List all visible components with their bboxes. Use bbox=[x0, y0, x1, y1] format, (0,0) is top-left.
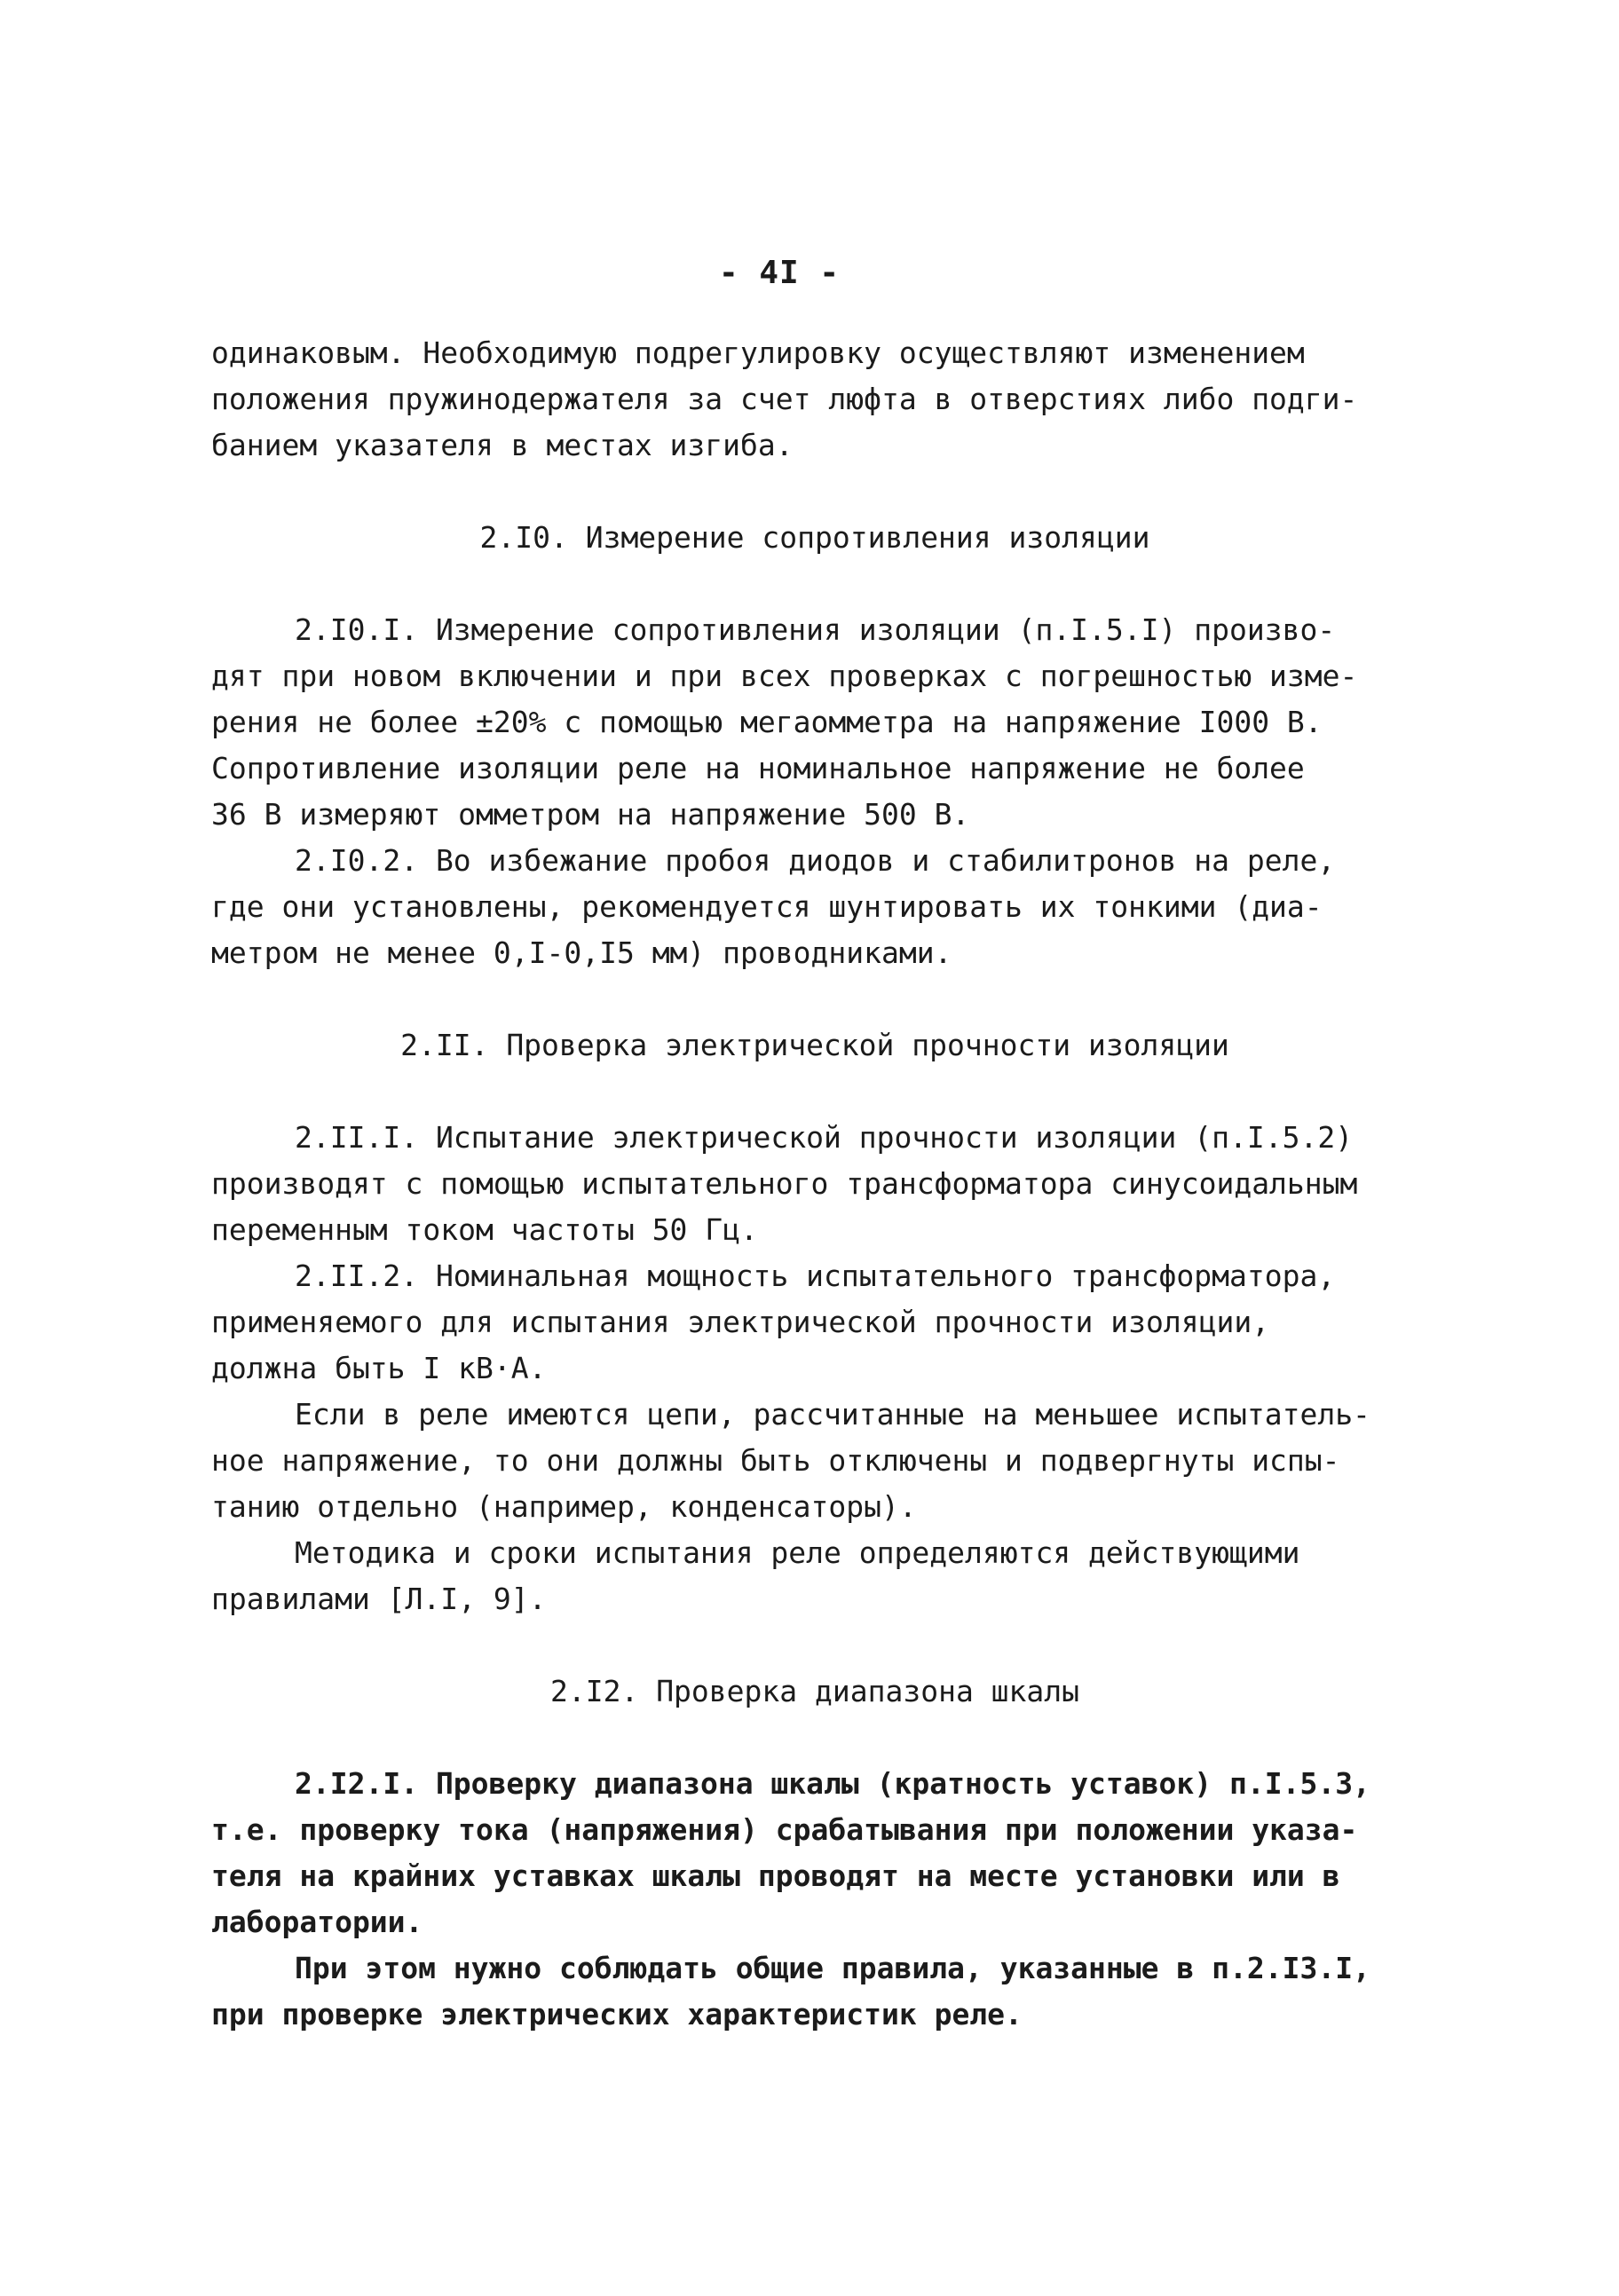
section-heading bbox=[211, 1669, 1418, 1715]
text-line: производят с помощью испытательного трансформатора синусоидальным bbox=[211, 1166, 1358, 1201]
paragraph bbox=[211, 1945, 1418, 2038]
page-number: - 4I - bbox=[718, 255, 841, 291]
paragraph bbox=[211, 1761, 1418, 1945]
text-line: ное напряжение, то они должны быть отключены и подвергнуты испы- bbox=[211, 1443, 1340, 1478]
text-line: 2.II.2. Номинальная мощность испытательного трансформатора, bbox=[295, 1258, 1336, 1293]
paragraph bbox=[211, 1253, 1418, 1392]
text-line: теля на крайних уставках шкалы проводят на месте установки или в bbox=[211, 1858, 1340, 1893]
text-line: лаборатории. bbox=[211, 1905, 423, 1939]
paragraph bbox=[211, 1530, 1418, 1622]
section-gap bbox=[211, 976, 1418, 1022]
section-gap bbox=[211, 1069, 1418, 1115]
text-line: где они установлены, рекомендуется шунтировать их тонкими (диа- bbox=[211, 889, 1323, 924]
text-line: Сопротивление изоляции реле на номинальное напряжение не более bbox=[211, 751, 1305, 785]
text-line: При этом нужно соблюдать общие правила, указанные в п.2.I3.I, bbox=[295, 1951, 1370, 1985]
paragraph bbox=[211, 607, 1418, 838]
paragraph bbox=[211, 1392, 1418, 1530]
text-line: 2.I2.I. Проверку диапазона шкалы (кратность уставок) п.I.5.3, bbox=[295, 1766, 1370, 1801]
paragraph bbox=[211, 1115, 1418, 1253]
text-line: 2.II.I. Испытание электрической прочности изоляции (п.I.5.2) bbox=[295, 1120, 1354, 1155]
heading-text: 2.I2. Проверка диапазона шкалы bbox=[549, 1674, 1080, 1708]
text-line: правилами [Л.I, 9]. bbox=[211, 1582, 547, 1616]
text-line: Если в реле имеются цепи, рассчитанные на меньшее испытатель- bbox=[295, 1397, 1370, 1432]
heading-text: 2.II. Проверка электрической прочности изоляции bbox=[400, 1028, 1229, 1062]
text-line: рения не более ±20% с помощью мегаомметра на напряжение I000 В. bbox=[211, 705, 1323, 739]
text-line: переменным током частоты 50 Гц. bbox=[211, 1212, 758, 1247]
text-line: 2.I0.2. Во избежание пробоя диодов и стабилитронов на реле, bbox=[295, 843, 1336, 878]
text-line: метром не менее 0,I-0,I5 мм) проводниками. bbox=[211, 935, 952, 970]
text-line: одинаковым. Необходимую подрегулировку осуществляют изменением bbox=[211, 335, 1305, 370]
section-gap bbox=[211, 1715, 1418, 1761]
paragraph bbox=[211, 330, 1418, 469]
text-line: должна быть I кВ·А. bbox=[211, 1351, 547, 1385]
text-line: Методика и сроки испытания реле определяются действующими bbox=[295, 1535, 1300, 1570]
text-line: при проверке электрических характеристик реле. bbox=[211, 1997, 1023, 2032]
text-line: дят при новом включении и при всех проверках с погрешностью изме- bbox=[211, 659, 1358, 693]
text-line: 2.I0.I. Измерение сопротивления изоляции (п.I.5.I) произво- bbox=[295, 612, 1336, 647]
section-gap bbox=[211, 1622, 1418, 1669]
text-line: танию отдельно (например, конденсаторы). bbox=[211, 1489, 917, 1524]
text-line: банием указателя в местах изгиба. bbox=[211, 428, 794, 462]
paragraph bbox=[211, 838, 1418, 976]
section-heading bbox=[211, 1022, 1418, 1069]
heading-text: 2.I0. Измерение сопротивления изоляции bbox=[479, 520, 1150, 555]
text-line: положения пружинодержателя за счет люфта в отверстиях либо подги- bbox=[211, 382, 1358, 416]
section-gap bbox=[211, 469, 1418, 515]
text-line: 36 В измеряют омметром на напряжение 500 В. bbox=[211, 797, 970, 832]
section-heading bbox=[211, 515, 1418, 561]
section-gap bbox=[211, 561, 1418, 607]
text-line: т.е. проверку тока (напряжения) срабатывания при положении указа- bbox=[211, 1812, 1358, 1847]
text-line: применяемого для испытания электрической прочности изоляции, bbox=[211, 1305, 1270, 1339]
document-body bbox=[211, 330, 1418, 2038]
